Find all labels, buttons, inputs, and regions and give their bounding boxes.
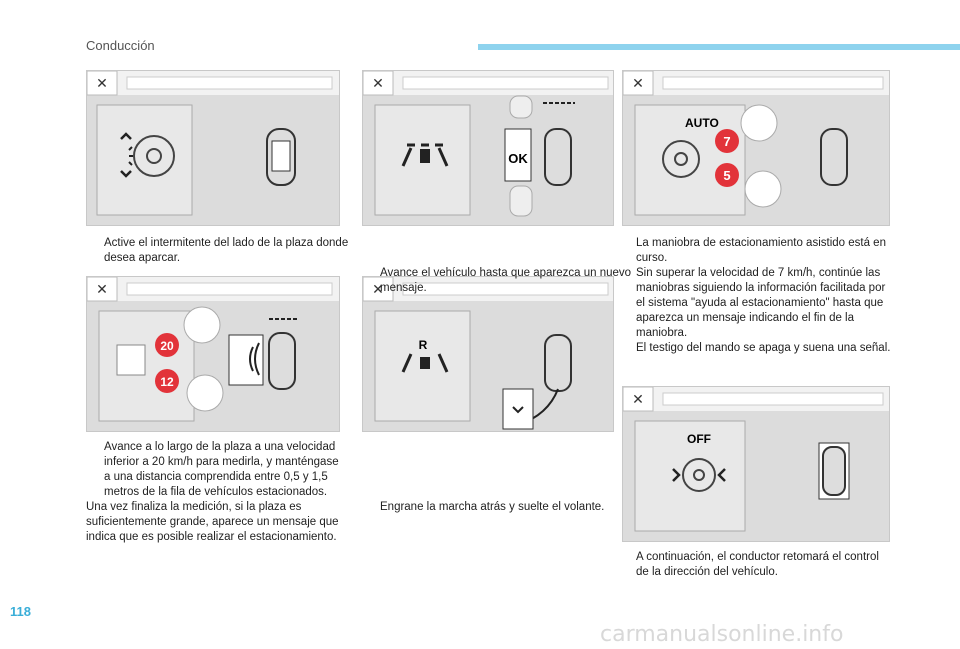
page-number: 118: [10, 604, 31, 619]
speed-12: 12: [160, 375, 174, 389]
illustration-advance-vehicle: [362, 70, 614, 226]
gear-label: R: [418, 338, 428, 352]
close-icon: ✕: [372, 75, 384, 91]
caption-line: El testigo del mando se apaga y suena una señal.: [636, 342, 891, 354]
off-label: OFF: [687, 432, 711, 446]
caption-advance-vehicle: Avance el vehículo hasta que aparezca un nuevo mensaje.: [380, 267, 632, 294]
caption-line: La maniobra de estacionamiento asistido está en curso.: [636, 237, 886, 264]
illustration-measure-space: [86, 276, 340, 432]
section-color-bar: [478, 44, 960, 50]
caption-reverse-gear: Engrane la marcha atrás y suelte el volante.: [380, 501, 605, 513]
illustration-reverse-gear: [362, 276, 614, 432]
close-icon: ✕: [632, 75, 644, 91]
watermark: carmanualsonline.info: [600, 622, 844, 647]
close-icon: ✕: [96, 281, 108, 297]
caption-paragraph: Una vez finaliza la medición, si la plaza es suficientemente grande, aparece un mensaje que indica que es posible realizar el estacionamiento.: [86, 501, 339, 543]
illustration-system-off: [622, 386, 890, 542]
close-icon: ✕: [96, 75, 108, 91]
caption-measure-space: Avance a lo largo de la plaza a una velocidad inferior a 20 km/h para medirla, y manténgase a una distancia comprendida entre 0,5 y 1,5 metros de la fila de vehículos estacionados. Una vez finaliza la medición, si la plaza es suficientemente grande, aparece un mensaje que indica que es posible realizar el estacionamiento.: [86, 440, 348, 545]
caption-maneuver-in-progress: [636, 236, 892, 356]
speed-5: 5: [723, 168, 731, 183]
caption-line: Sin superar la velocidad de 7 km/h, continúe las maniobras siguiendo la información facilitada por el sistema "ayuda al estacionamiento" hasta que aparezca un mensaje indicando el fin de la maniobra.: [636, 267, 886, 339]
speed-20: 20: [160, 339, 174, 353]
ok-text: OK: [508, 151, 528, 166]
auto-label: AUTO: [685, 116, 719, 130]
section-title: Conducción: [86, 38, 155, 53]
caption-resume-control: A continuación, el conductor retomará el control de la dirección del vehículo.: [636, 551, 879, 578]
close-icon: ✕: [372, 281, 384, 297]
illustration-activate-indicator: [86, 70, 340, 226]
speed-7: 7: [723, 134, 731, 149]
illustration-maneuver-in-progress: [622, 70, 890, 226]
close-icon: ✕: [632, 391, 644, 407]
caption-activate-indicator: Active el intermitente del lado de la plaza donde desea aparcar.: [104, 237, 349, 264]
